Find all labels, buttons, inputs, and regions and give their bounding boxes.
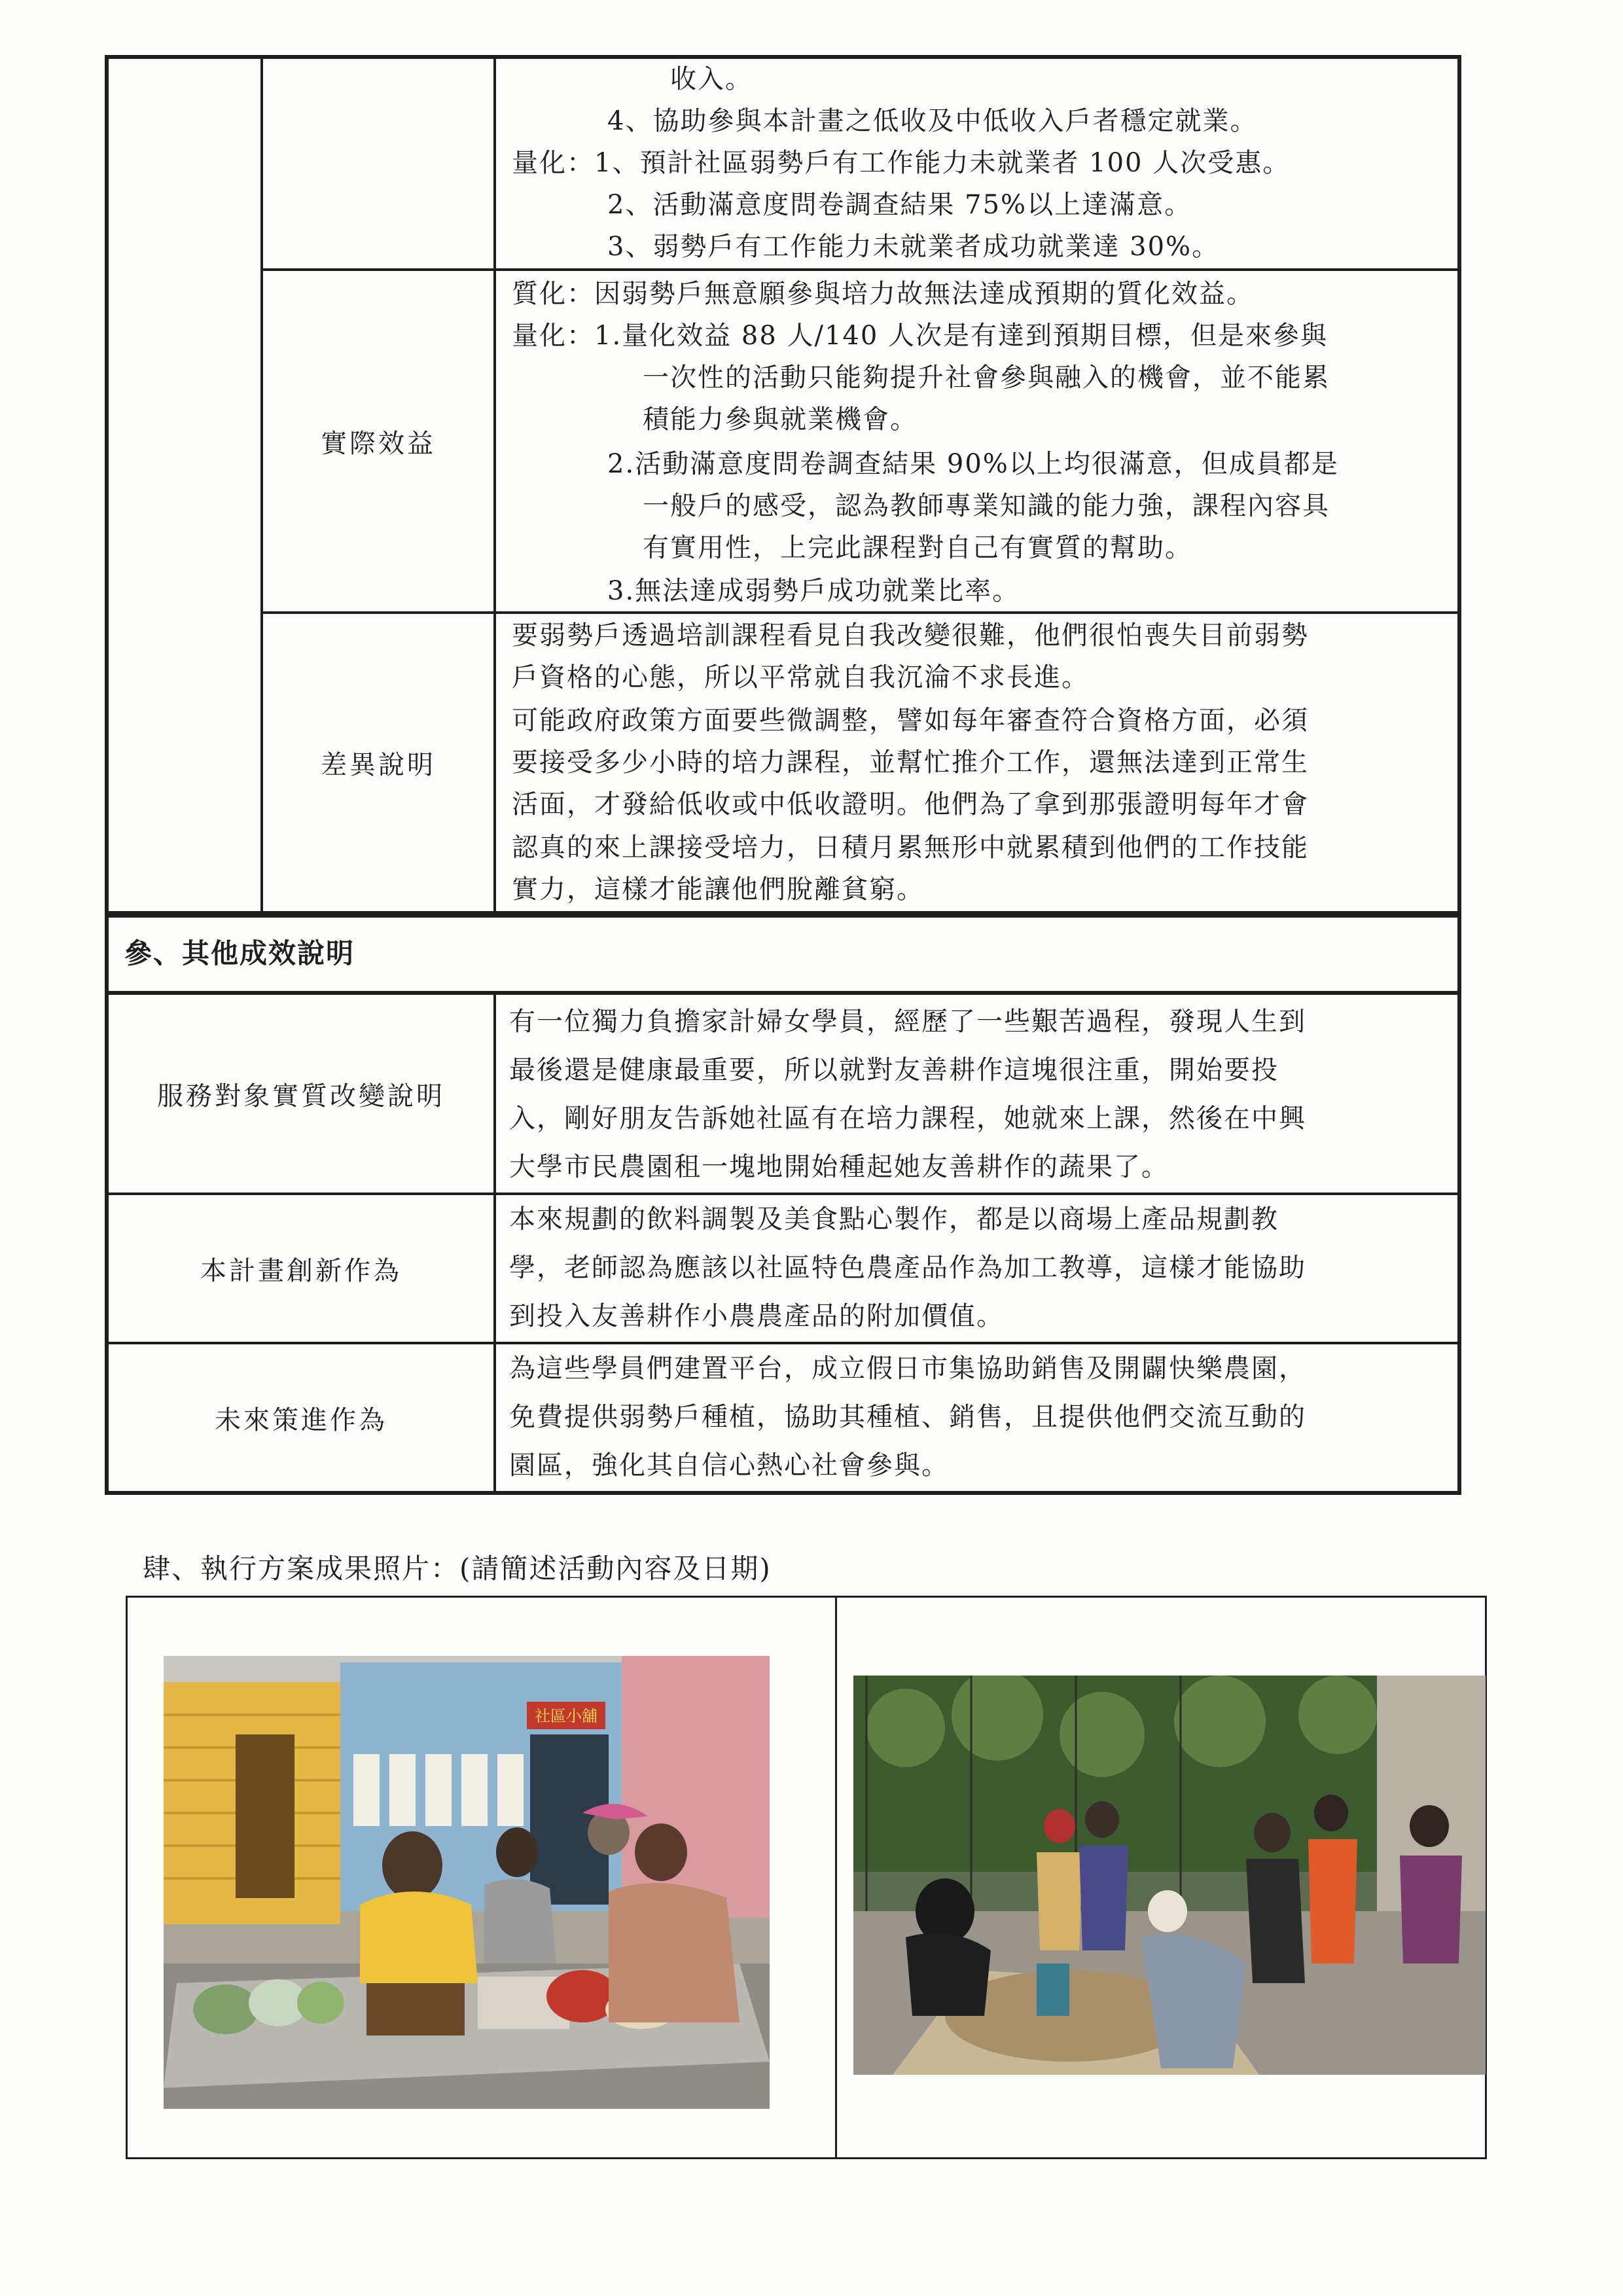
expected-line: 4、協助參與本計畫之低收及中低收入戶者穩定就業。 — [607, 106, 1258, 136]
photo-farming-activity — [853, 1676, 1486, 2075]
future-plan-line: 為這些學員們建置平台，成立假日市集協助銷售及開闢快樂農園， — [509, 1354, 1306, 1384]
actual-line: 3.無法達成弱勢戶成功就業比率。 — [607, 576, 1020, 606]
innovation-line: 學，老師認為應該以社區特色農產品作為加工教導，這樣才能協助 — [509, 1253, 1306, 1283]
actual-line: 量化：1.量化效益 88 人/140 人次是有達到預期目標，但是來參與 — [512, 321, 1329, 351]
photo-cooking-class-image — [164, 1656, 770, 2109]
photo-farming-activity-image — [853, 1676, 1486, 2075]
difference-line: 要弱勢戶透過培訓課程看見自我改變很難，他們很怕喪失目前弱勢 — [512, 620, 1309, 651]
innovation-label: 本計畫創新作為 — [200, 1255, 402, 1286]
difference-label: 差異說明 — [321, 749, 436, 780]
difference-line: 實力，這樣才能讓他們脫離貧窮。 — [512, 874, 924, 905]
difference-line: 可能政府政策方面要些微調整，譬如每年審查符合資格方面，必須 — [512, 706, 1309, 736]
actual-line: 積能力參與就業機會。 — [643, 404, 918, 435]
expected-line: 2、活動滿意度問卷調查結果 75%以上達滿意。 — [607, 190, 1192, 220]
actual-line: 2.活動滿意度問卷調查結果 90%以上均很滿意，但成員都是 — [607, 449, 1339, 479]
section-4-heading: 肆、執行方案成果照片：(請簡述活動內容及日期) — [143, 1552, 772, 1585]
photo-cooking-class — [164, 1656, 770, 2109]
difference-line: 要接受多少小時的培力課程，並幫忙推介工作，還無法達到正常生 — [512, 747, 1309, 778]
actual-line: 一次性的活動只能夠提升社會參與融入的機會，並不能累 — [643, 363, 1330, 393]
section-3-heading: 參、其他成效說明 — [124, 937, 355, 969]
service-change-line: 有一位獨力負擔家計婦女學員，經歷了一些艱苦過程，發現人生到 — [509, 1007, 1306, 1037]
expected-line: 量化：1、預計社區弱勢戶有工作能力未就業者 100 人次受惠。 — [512, 148, 1291, 178]
service-change-line: 入，剛好朋友告訴她社區有在培力課程，她就來上課，然後在中興 — [509, 1103, 1306, 1134]
difference-line: 認真的來上課接受培力，日積月累無形中就累積到他們的工作技能 — [512, 833, 1309, 863]
service-change-line: 大學市民農園租一塊地開始種起她友善耕作的蔬果了。 — [509, 1152, 1169, 1182]
future-plan-line: 園區，強化其自信心熱心社會參與。 — [509, 1450, 949, 1480]
future-plan-line: 免費提供弱勢戶種植，協助其種植、銷售，且提供他們交流互動的 — [509, 1402, 1306, 1432]
future-plan-label: 未來策進作為 — [215, 1405, 387, 1435]
expected-line: 收入。 — [670, 64, 753, 94]
service-change-line: 最後還是健康最重要，所以就對友善耕作這塊很注重，開始要投 — [509, 1055, 1279, 1085]
actual-line: 有實用性，上完此課程對自己有實質的幫助。 — [643, 533, 1192, 563]
actual-benefit-label: 實際效益 — [321, 428, 436, 459]
difference-line: 活面，才發給低收或中低收證明。他們為了拿到那張證明每年才會 — [512, 789, 1309, 819]
service-change-label: 服務對象實質改變說明 — [157, 1081, 445, 1111]
actual-line: 一般戶的感受，認為教師專業知識的能力強，課程內容具 — [643, 491, 1330, 521]
innovation-line: 到投入友善耕作小農農產品的附加價值。 — [509, 1301, 1004, 1331]
actual-line: 質化：因弱勢戶無意願參與培力故無法達成預期的質化效益。 — [512, 279, 1254, 309]
innovation-line: 本來規劃的飲料調製及美食點心製作，都是以商場上產品規劃教 — [509, 1204, 1279, 1234]
expected-line: 3、弱勢戶有工作能力未就業者成功就業達 30%。 — [607, 232, 1220, 262]
shop-sign: 社區小舖 — [535, 1707, 597, 1725]
difference-line: 戶資格的心態，所以平常就自我沉淪不求長進。 — [512, 662, 1089, 692]
